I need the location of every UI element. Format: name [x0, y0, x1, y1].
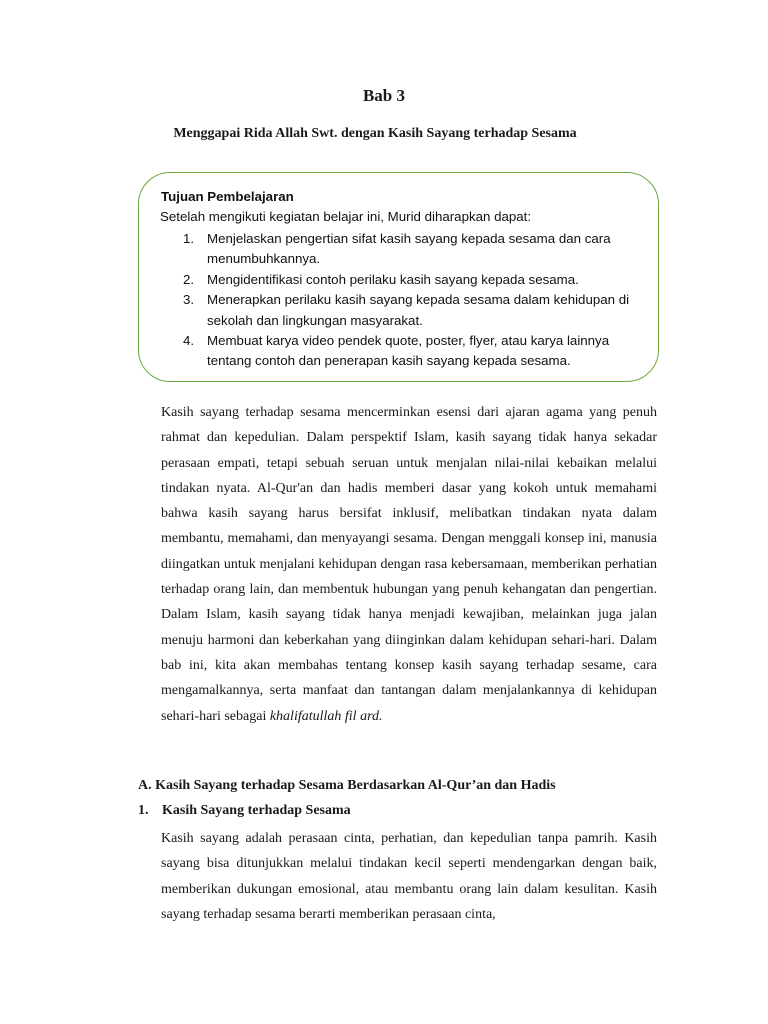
list-number: 3.	[183, 292, 195, 308]
section-heading-a: A. Kasih Sayang terhadap Sesama Berdasarkan Al-Qur’an dan Hadis	[138, 778, 556, 793]
chapter-heading: Bab 3	[362, 86, 406, 105]
list-item-text: Menjelaskan pengertian sifat kasih sayang kepada sesama dan cara menumbuhkannya.	[207, 231, 611, 267]
learning-goals-title: Tujuan Pembelajaran	[161, 189, 294, 204]
list-number: 1.	[183, 231, 195, 246]
list-item-text: Mengidentifikasi contoh perilaku kasih sayang kepada sesama.	[207, 271, 579, 287]
list-number: 4.	[183, 333, 195, 349]
list-item	[183, 290, 653, 331]
subsection-title: Kasih Sayang terhadap Sesama	[162, 803, 351, 818]
learning-goals-box	[138, 172, 659, 382]
list-item	[183, 229, 653, 270]
list-number: 2.	[183, 271, 195, 287]
list-item	[183, 331, 653, 372]
chapter-title: Menggapai Rida Allah Swt. dengan Kasih Sayang terhadap Sesama	[173, 126, 577, 141]
subsection-number: 1.	[138, 803, 149, 818]
intro-paragraph-text: Kasih sayang terhadap sesama mencerminkan esensi dari ajaran agama yang penuh rahmat dan kepedulian. Dalam perspektif Islam, kasih sayang tidak hanya sekadar perasaan empati, tetapi sebuah seruan untuk menjalan nilai-nilai kebaikan melalui tindakan nyata. Al-Qur'an dan hadis memberi dasar yang kokoh untuk memahami bahwa kasih sayang harus bersifat inklusif, melibatkan tindakan nyata dalam membantu, memahami, dan menyayangi sesama. Dengan menggali konsep ini, manusia diingatkan untuk menjalani kehidupan dengan rasa kebersamaan, memberikan perhatian terhadap orang lain, dan membentuk hubungan yang penuh kehangatan dan pengertian. Dalam Islam, kasih sayang tidak hanya menjadi kewajiban, melainkan juga jalan menuju harmoni dan keberkahan yang diinginkan dalam kehidupan sehari-hari. Dalam bab ini, kita akan membahas tentang konsep kasih sayang terhadap sesame, cara mengamalkannya, serta manfaat dan tantangan dalam menjalankannya di kehidupan sehari-hari sebagai	[161, 405, 657, 724]
list-item-text: Membuat karya video pendek quote, poster, flyer, atau karya lainnya tentang contoh dan penerapan kasih sayang kepada sesama.	[207, 333, 610, 369]
intro-paragraph-italic: khalifatullah fil ard.	[269, 708, 383, 724]
learning-goals-intro: Setelah mengikuti kegiatan belajar ini, Murid diharapkan dapat:	[160, 209, 532, 224]
subsection-heading-1	[138, 803, 351, 819]
section-paragraph: Kasih sayang adalah perasaan cinta, perhatian, dan kepedulian tanpa pamrih. Kasih sayang bisa ditunjukkan melalui tindakan kecil seperti mendengarkan dengan baik, memberikan dukungan emosional, atau membantu orang lain dalam kesulitan. Kasih sayang terhadap sesama berarti memberikan perasaan cinta,	[161, 831, 657, 922]
list-item-text: Menerapkan perilaku kasih sayang kepada sesama dalam kehidupan di sekolah dan lingkungan masyarakat.	[207, 292, 630, 328]
list-item	[183, 270, 653, 290]
intro-paragraph	[161, 400, 657, 729]
learning-goals-list	[183, 229, 653, 372]
